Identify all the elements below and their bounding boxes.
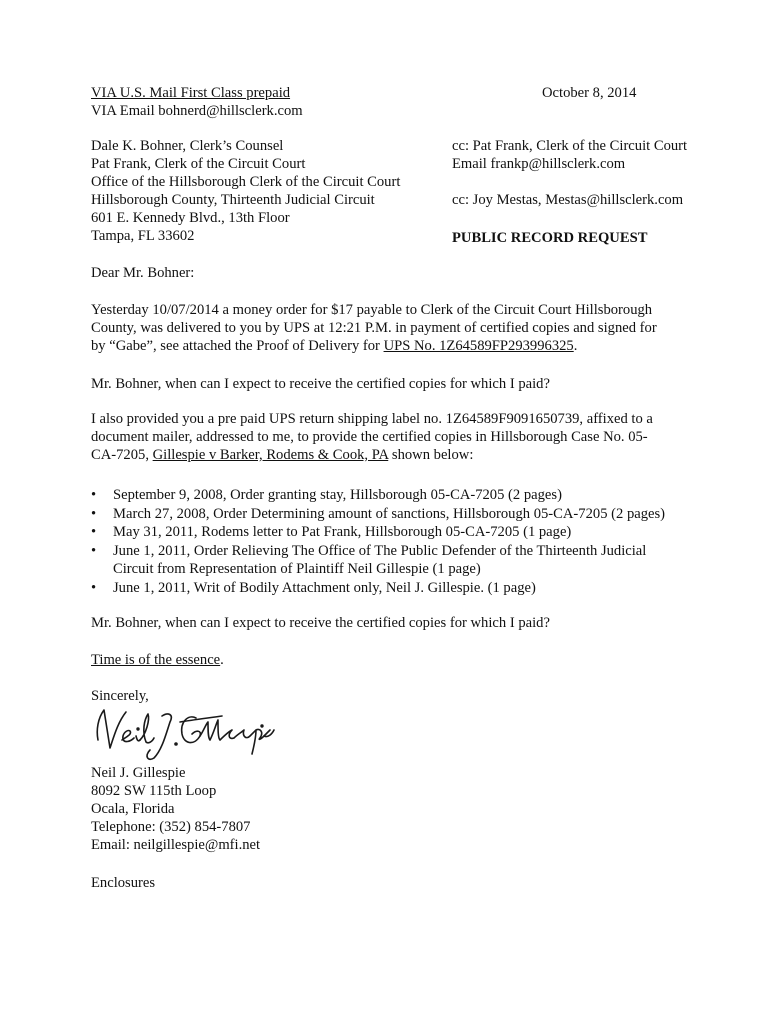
signature-image: [92, 700, 277, 768]
list-item: [91, 542, 701, 579]
list-item-text: March 27, 2008, Order Determining amount of sanctions, Hillsborough 05-CA-7205 (2 pages): [113, 505, 666, 522]
cc-line: cc: Joy Mestas, Mestas@hillsclerk.com: [452, 192, 684, 208]
list-item-text: May 31, 2011, Rodems letter to Pat Frank, Hillsborough 05-CA-7205 (1 page): [113, 524, 572, 540]
subject-line: PUBLIC RECORD REQUEST: [452, 230, 648, 246]
via-email-line: VIA Email bohnerd@hillsclerk.com: [91, 103, 303, 119]
emphasis-text: Time is of the essence: [91, 652, 221, 668]
cc-line: cc: Pat Frank, Clerk of the Circuit Court: [452, 138, 688, 154]
bullet-icon: •: [91, 542, 97, 559]
text-fragment: .: [573, 338, 578, 354]
list-item-text: June 1, 2011, Order Relieving The Office of The Public Defender of the Thirteenth Judicial: [113, 542, 647, 559]
bullet-icon: •: [91, 487, 97, 503]
paragraph-delivery: [91, 301, 691, 355]
emphasis-line: [91, 651, 224, 669]
paragraph-line: document mailer, addressed to me, to provide the certified copies in Hillsborough Case No. 05-: [91, 429, 648, 445]
recipient-line: Tampa, FL 33602: [91, 228, 195, 244]
paragraph-line: [91, 337, 691, 355]
list-item: [91, 579, 701, 598]
paragraph-line: County, was delivered to you by UPS at 12:21 P.M. in payment of certified copies and signed for: [91, 320, 657, 336]
sender-line: Ocala, Florida: [91, 801, 175, 817]
sender-line: Neil J. Gillespie: [91, 765, 186, 781]
bullet-icon: •: [91, 524, 97, 540]
list-item-text: Circuit from Representation of Plaintiff Neil Gillespie (1 page): [113, 561, 481, 577]
closing: Sincerely,: [91, 688, 149, 704]
paragraph-line: Yesterday 10/07/2014 a money order for $17 payable to Clerk of the Circuit Court Hillsborough: [91, 302, 653, 318]
list-item: [91, 486, 701, 505]
sender-line: Telephone: (352) 854-7807: [91, 819, 251, 835]
recipient-line: 601 E. Kennedy Blvd., 13th Floor: [91, 210, 290, 226]
list-item: [91, 523, 701, 542]
list-item-text: June 1, 2011, Writ of Bodily Attachment only, Neil J. Gillespie. (1 page): [113, 579, 536, 596]
text-fragment: by “Gabe”, see attached the Proof of Delivery for: [91, 338, 384, 354]
recipient-address: [91, 137, 400, 245]
paragraph-shipping-label: [91, 410, 691, 464]
cc-email-line: Email frankp@hillsclerk.com: [452, 156, 626, 172]
letter-date: October 8, 2014: [542, 85, 637, 101]
recipient-line: Pat Frank, Clerk of the Circuit Court: [91, 156, 306, 172]
recipient-line: Dale K. Bohner, Clerk’s Counsel: [91, 138, 284, 154]
salutation: Dear Mr. Bohner:: [91, 265, 195, 281]
recipient-line: Office of the Hillsborough Clerk of the Circuit Court: [91, 174, 401, 190]
sender-line: Email: neilgillespie@mfi.net: [91, 837, 261, 853]
recipient-line: Hillsborough County, Thirteenth Judicial Circuit: [91, 192, 375, 208]
enclosures-note: Enclosures: [91, 875, 156, 891]
sender-address: [91, 764, 260, 854]
text-fragment: shown below:: [388, 447, 474, 463]
document-list: [91, 486, 701, 597]
list-item-text: September 9, 2008, Order granting stay, Hillsborough 05-CA-7205 (2 pages): [113, 487, 562, 503]
ups-tracking-number: UPS No. 1Z64589FP293996325: [383, 338, 574, 354]
sender-line: 8092 SW 115th Loop: [91, 783, 217, 799]
paragraph-line: I also provided you a pre paid UPS return shipping label no. 1Z64589F9091650739, affixed to a: [91, 411, 653, 427]
via-mail-line: VIA U.S. Mail First Class prepaid: [91, 85, 291, 101]
list-item: [91, 505, 701, 524]
question-paragraph: Mr. Bohner, when can I expect to receive the certified copies for which I paid?: [91, 615, 550, 631]
bullet-icon: •: [91, 579, 97, 596]
case-name: Gillespie v Barker, Rodems & Cook, PA: [152, 447, 389, 463]
text-fragment: CA-7205,: [91, 447, 153, 463]
paragraph-line: [91, 446, 691, 464]
bullet-icon: •: [91, 505, 97, 522]
question-paragraph: Mr. Bohner, when can I expect to receive the certified copies for which I paid?: [91, 376, 550, 392]
text-fragment: .: [220, 652, 224, 668]
